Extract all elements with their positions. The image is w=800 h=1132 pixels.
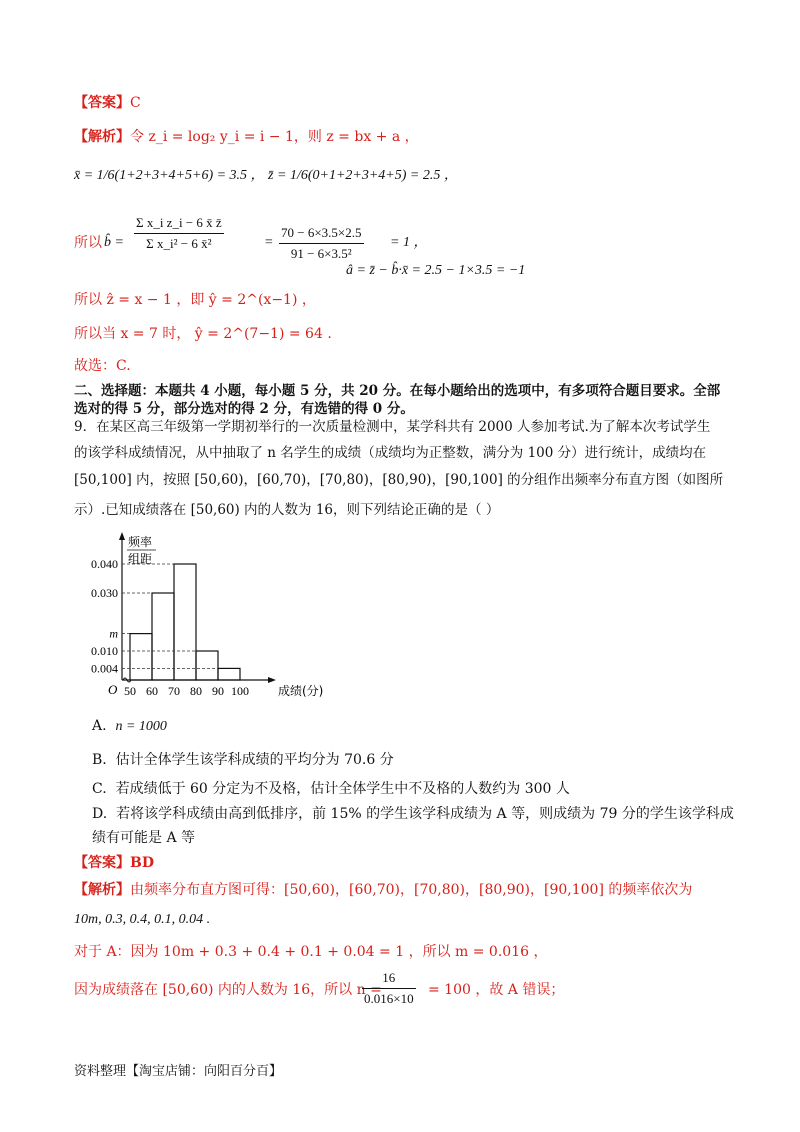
q8-analysis-2 (74, 165, 458, 186)
analysis-tag: 【解析】 (74, 129, 130, 145)
n-fraction: $\frac{16}{0.016\times 10}$ (364, 970, 414, 1006)
q9-stem-line4: 示）.已知成绩落在 [50,60) 内的人数为 16，则下列结论正确的是（ ） (74, 502, 500, 518)
q9-stem-line2: 的该学科成绩情况，从中抽取了 n 名学生的成绩（成绩均为正整数，满分为 100 分）进行统计，成绩均在 (74, 445, 707, 461)
origin-label: O (108, 682, 118, 697)
histogram-bar (130, 634, 152, 680)
q9-analysis-3: 对于 A：因为 10m + 0.3 + 0.4 + 0.1 + 0.04 = 1 ，所以 m = 0.016 ， (74, 944, 548, 960)
x-axis-label: 成绩(分) (278, 684, 324, 698)
q8-analysis-5: 所以当 x = 7 时， ŷ = 2^(7−1) = 64 . (74, 326, 332, 342)
footer-text: 资料整理【淘宝店铺：向阳百分百】 (74, 1064, 283, 1079)
x-tick-label: 80 (190, 684, 202, 698)
option-b: B. 估计全体学生该学科成绩的平均分为 70.6 分 (92, 752, 394, 768)
q9-analysis-1: 【解析】由频率分布直方图可得：[50,60)，[60,70)，[70,80)，[80,90)，[90,100] 的频率依次为 (74, 882, 693, 898)
ylabel-bottom: 组距 (128, 552, 153, 566)
y-tick-label: 0.004 (91, 661, 118, 676)
x-tick-label: 90 (212, 684, 224, 698)
histogram-bar (152, 593, 174, 680)
slope-fraction-symbolic: $\frac{\text{Σ x\_i z\_i − 6 x̄ z̄}}{\text{Σ x\_i² − 6 x̄²}}$ (136, 215, 222, 251)
intercept-formula: â = z̄ − b̂·x̄ = 2.5 − 1×3.5 = −1 (346, 263, 526, 278)
slope-fraction-numeric: $\frac{70 - 6\times 3.5\times 2.5}{\text{91 − 6×3.5²}}$ (281, 225, 362, 261)
option-d-cont: 绩有可能是 A 等 (92, 830, 196, 846)
y-tick-label: 0.030 (91, 586, 118, 600)
x-tick-label: 50 (124, 684, 136, 698)
analysis-text: 令 z_i = log₂ y_i = i − 1，则 z = bx + a ， (130, 129, 419, 145)
slope-result: = 1 ， (390, 235, 428, 250)
q8-analysis-1 (74, 127, 419, 147)
frequency-histogram (74, 530, 334, 710)
answer-value: C (130, 95, 141, 111)
option-c: C. 若成绩低于 60 分定为不及格，估计全体学生中不及格的人数约为 300 人 (92, 781, 570, 797)
y-tick-label: 0.040 (91, 557, 118, 571)
y-tick-label: 0.010 (91, 644, 118, 658)
option-a: A. n = 1000 (92, 718, 167, 734)
y-tick-label: m (109, 626, 118, 641)
y-axis-arrow (119, 532, 125, 540)
q9-analysis-2: 10m, 0.3, 0.4, 0.1, 0.04 . (74, 912, 211, 927)
x-axis-arrow (268, 677, 276, 683)
histogram-bar (218, 668, 240, 680)
answer-value: BD (130, 855, 154, 871)
q9-stem-line1: 9．在某区高三年级第一学期初举行的一次质量检测中，某学科共有 2000 人参加考试.为了解本次考试学生 (74, 419, 711, 435)
section-heading-line2: 选对的得 5 分，部分选对的得 2 分，有选错的得 0 分。 (74, 401, 414, 417)
ylabel-top: 频率 (128, 535, 153, 549)
histogram-bar (174, 564, 196, 680)
section-heading-line1: 二、选择题：本题共 4 小题，每小题 5 分，共 20 分。在每小题给出的选项中，有多项符合题目要求。全部 (74, 383, 721, 399)
mean-formulas: x̄ = 1/6(1+2+3+4+5+6) = 3.5 ， z̄ = 1/6(0+1+2+3+4+5) = 2.5 ， (74, 168, 458, 183)
q8-answer (74, 93, 141, 113)
answer-tag: 【答案】 (74, 95, 130, 111)
x-tick-label: 70 (168, 684, 180, 698)
option-d: D. 若将该学科成绩由高到低排序，前 15% 的学生该学科成绩为 A 等，则成绩为 79 分的学生该学科成 (92, 806, 734, 822)
q8-conclusion: 故选：C. (74, 358, 131, 374)
answer-tag: 【答案】 (74, 855, 130, 871)
so-label: 所以 (74, 235, 102, 251)
q9-stem-line3: [50,100] 内，按照 [50,60)，[60,70)，[70,80)，[80,90)，[90,100] 的分组作出频率分布直方图（如图所 (74, 472, 724, 488)
q9-answer (74, 853, 154, 873)
histogram-bar (196, 651, 218, 680)
x-tick-label: 60 (146, 684, 158, 698)
x-tick-label: 100 (231, 684, 249, 698)
q8-analysis-4: 所以 ẑ = x − 1 ，即 ŷ = 2^(x−1) ， (74, 292, 316, 308)
